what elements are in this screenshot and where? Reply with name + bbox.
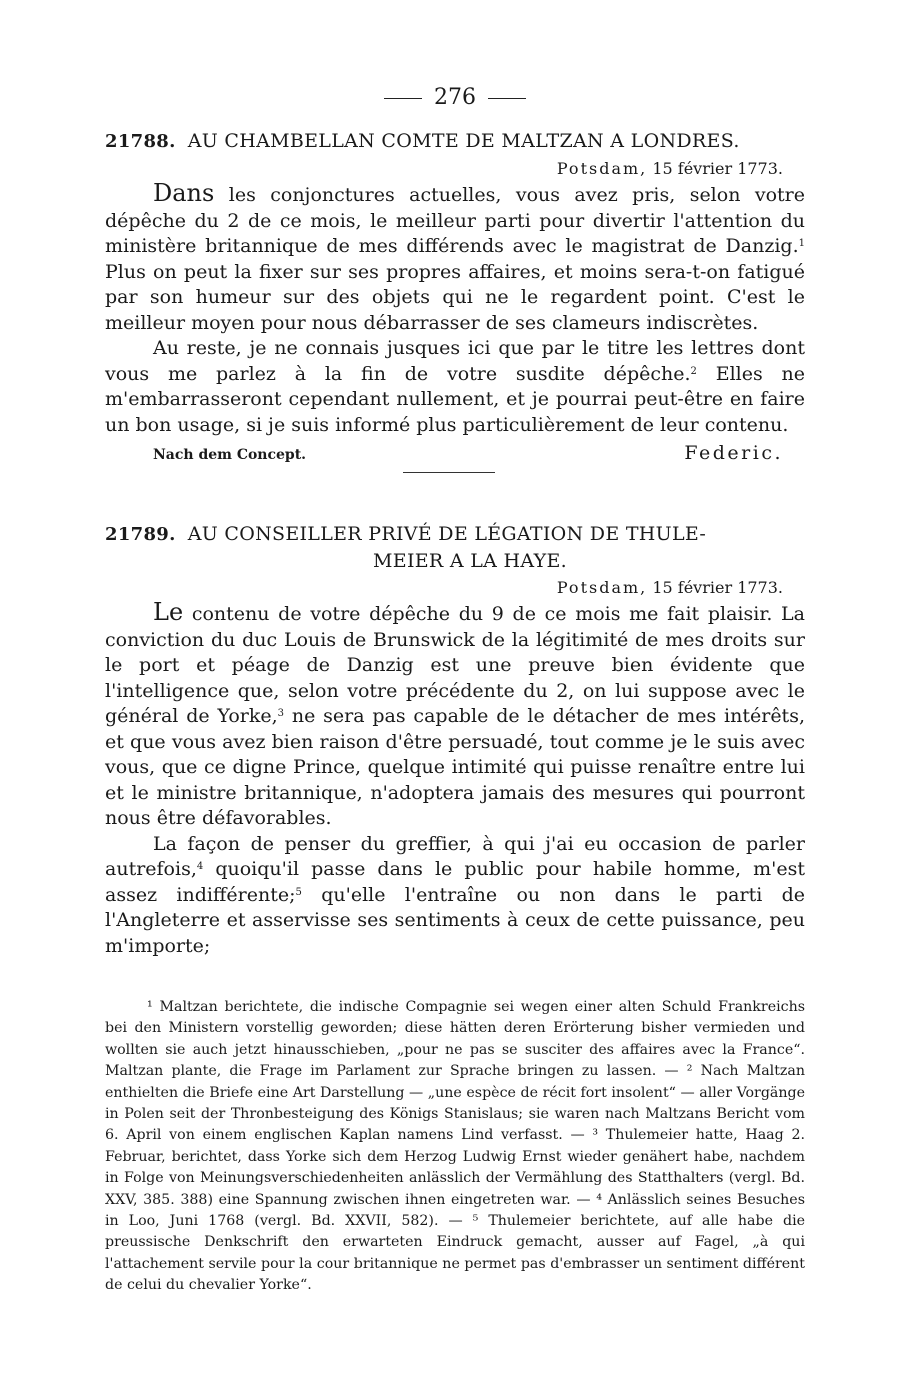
paragraph-initial-word: Dans (153, 179, 215, 207)
paragraph-text: Elles ne m'embarrasseront cependant nullement, et je pourrai peut-être en faire un bon usage, si je suis informé plus particulièrement de leur contenu. (105, 362, 806, 436)
paragraph-text: ne sera pas capable de le détacher de mes intérêts, et que vous avez bien raison d'être persuadé, tout comme je le suis avec vous, que ce digne Prince, quelque intimité qui puisse renaître entre lui et le ministre britannique, n'adoptera jamais des mesures qui pourront nous être défavorables. (105, 705, 805, 829)
letter-heading (105, 521, 805, 574)
page-number: 276 (434, 85, 476, 110)
paragraph-text: contenu de votre dépêche du 9 de ce mois me fait plaisir. La conviction du duc Louis de Brunswick de la légitimité de mes droits sur le port et péage de Danzig est une preuve bien évidente que l'intelligence que, selon votre précédente du 2, on lui suppose avec le général de Yorke, (105, 603, 805, 727)
letter-date: 15 février 1773. (652, 578, 783, 597)
signature: Federic. (684, 442, 783, 464)
paragraph-initial-word: Au (153, 337, 179, 359)
paragraph-text: quoiqu'il passe dans le public pour habile homme, m'est assez indifférente; (105, 858, 805, 906)
letter-paragraph (105, 181, 805, 336)
paragraph-initial-word: Le (153, 598, 184, 626)
paragraph-text: Plus on peut la fixer sur ses propres affaires, et moins sera-t-on fatigué par son humeur sur des objets qui ne le regardent point. C'est le meilleur moyen pour nous débarrasser de ses clameurs indiscrètes. (105, 260, 805, 334)
footnote-ref: 5 (295, 886, 302, 898)
footnotes-text: ¹ Maltzan berichtete, die indische Compagnie sei wegen einer alten Schuld Frankreichs bei den Ministern vorstellig geworden; diese hätten deren Erörterung bisher vermieden und wollten sie auch jetzt hinausschieben, „pour ne pas se susciter des affaires avec la France“. Maltzan plante, die Frage im Parlament zur Sprache bringen zu lassen. — ² Nach Maltzan enthielten die Briefe eine Art Darstellung — „une espèce de récit fort insolent“ — aller Vorgänge in Polen seit der Thronbesteigung des Königs Stanislaus; sie waren nach Maltzans Bericht vom 6. April von einem englischen Kaplan namens Lind verfasst. — ³ Thulemeier hatte, Haag 2. Februar, berichtet, dass Yorke sich dem Herzog Ludwig Ernst wieder genähert habe, nachdem in Folge von Meinungsverschiedenheiten anlässlich der Vermählung des Statthalters (vergl. Bd. XXV, 385. 388) eine Spannung zwischen ihnen eingetreten war. — ⁴ Anlässlich seines Besuches in Loo, Juni 1768 (vergl. Bd. XXVII, 582). — ⁵ Thulemeier berichtete, auf alle habe die preussische Denkschrift den erwarteten Eindruck gemacht, ausser auf Fagel, „à qui l'attachement servile pour la cour britannique ne permet pas d'embrasser un sentiment différent de celui du chevalier Yorke“. (105, 999, 805, 1294)
letter-place: Potsdam, (556, 578, 648, 597)
footnote-ref: 4 (196, 861, 204, 872)
letter-number: 21788. (105, 131, 176, 152)
paragraph-text: reste, je ne connais jusques ici que par le titre les lettres dont vous me parlez à la fin de votre susdite dépêche. (105, 337, 805, 385)
letter-paragraph (105, 600, 805, 832)
letter-date: 15 février 1773. (652, 159, 783, 178)
letter-paragraph (105, 832, 805, 960)
section-divider (403, 472, 495, 473)
paragraph-initial-word: La (153, 832, 177, 855)
page-number-dash-left (384, 98, 422, 99)
footnote-ref: 3 (277, 708, 285, 719)
page-number-dash-right (488, 98, 526, 99)
paragraph-text: façon de penser du greffier, à qui j'ai eu occasion de parler autrefois, (105, 832, 805, 880)
footnote-ref: 1 (798, 238, 805, 249)
letter-title: AU CONSEILLER PRIVÉ DE LÉGATION DE THULE- (187, 523, 707, 545)
footnote-ref: 2 (690, 365, 697, 377)
letter-dateline (105, 576, 805, 600)
letter-title-continued: MEIER A LA HAYE. (373, 550, 567, 572)
paragraph-text: les conjonctures actuelles, vous avez pris, selon votre dépêche du 2 de ce mois, le meilleur parti pour divertir l'attention du ministère britannique de mes différends avec le magistrat de Danzig. (105, 184, 805, 257)
letter-paragraph (105, 336, 805, 438)
letter-place: Potsdam, (556, 159, 648, 178)
document-page (105, 82, 805, 1297)
letter-title: AU CHAMBELLAN COMTE DE MALTZAN A LONDRES. (187, 130, 740, 152)
letter-closing (105, 442, 805, 464)
footnotes (105, 997, 805, 1297)
letter-heading (105, 128, 805, 155)
paragraph-text: qu'elle l'entraîne ou non dans le parti de l'Angleterre et asservisse ses sentiments à ceux de cette puissance, peu m'importe; (105, 883, 806, 957)
letter-dateline (105, 157, 805, 181)
letter-number: 21789. (105, 524, 176, 545)
page-number-line (105, 82, 805, 114)
source-note: Nach dem Concept. (153, 447, 307, 463)
